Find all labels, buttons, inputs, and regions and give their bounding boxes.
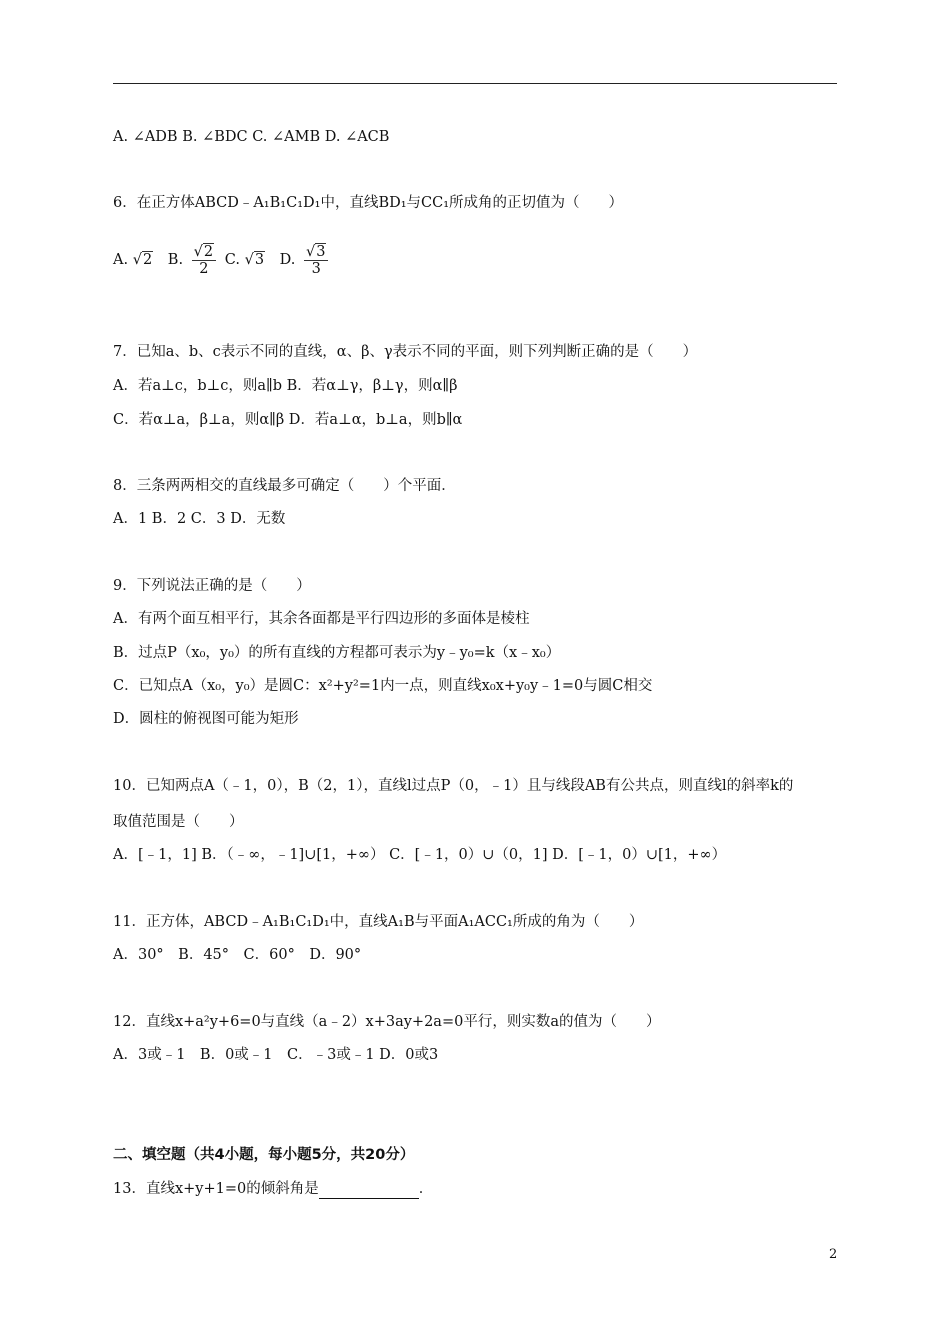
q6-option-d-label: D. [279,252,296,268]
header-rule [113,83,837,84]
q10-stem-line2: 取值范围是（ ） [113,814,244,830]
q6-option-c-label: C. [224,252,240,268]
q9-option-c: C．已知点A（x₀，y₀）是圆C：x²+y²=1内一点，则直线x₀x+y₀y﹣1=0与圆C相交 [113,678,653,694]
q6-option-c-value: √3 [244,252,265,268]
q7-options-line1: A．若a⊥c，b⊥c，则a∥b B．若α⊥γ，β⊥γ，则α∥β [113,378,458,394]
q6-option-b-label: B. [167,252,184,268]
q10-stem-line1: 10．已知两点A（﹣1，0），B（2，1），直线l过点P（0，﹣1）且与线段AB有公共点，则直线l的斜率k的 [113,778,794,794]
q13-end: ． [418,1181,434,1197]
q6-options [113,236,332,284]
q11-options: A．30° B．45° C．60° D．90° [113,947,362,963]
q12-stem: 12．直线x+a²y+6=0与直线（a﹣2）x+3ay+2a=0平行，则实数a的值为（ ） [113,1014,661,1030]
q11-stem: 11．正方体，ABCD﹣A₁B₁C₁D₁中，直线A₁B与平面A₁ACC₁所成的角为（ ） [113,914,644,930]
q6-option-a-value: √2 [132,252,153,268]
q7-stem: 7．已知a、b、c表示不同的直线，α、β、γ表示不同的平面，则下列判断正确的是（ ） [113,344,698,360]
page-number: 2 [829,1247,838,1262]
q6-option-a-label: A. [113,252,129,268]
q9-option-b: B．过点P（x₀，y₀）的所有直线的方程都可表示为y﹣y₀=k（x﹣x₀） [113,645,561,661]
q8-stem: 8．三条两两相交的直线最多可确定（ ）个平面． [113,478,456,494]
section-title: 二、填空题（共4小题，每小题5分，共20分） [113,1147,415,1163]
q9-stem: 9．下列说法正确的是（ ） [113,578,311,594]
q7-options-line2: C．若α⊥a，β⊥a，则α∥β D．若a⊥α，b⊥a，则b∥α [113,412,463,428]
q12-options: A．3或﹣1 B．0或﹣1 C．﹣3或﹣1 D．0或3 [113,1047,439,1063]
q9-option-d: D．圆柱的俯视图可能为矩形 [113,711,299,727]
q5-options: A. ∠ADB B. ∠BDC C. ∠AMB D. ∠ACB [113,129,390,145]
q10-options: A．[﹣1，1] B．（﹣∞，﹣1]∪[1，+∞） C．[﹣1，0）∪（0，1] D．[﹣1，0）∪[1，+∞） [113,847,727,863]
q13-stem: 13．直线x+y+1=0的倾斜角是 [113,1181,319,1197]
answer-blank[interactable] [319,1184,419,1199]
q9-option-a: A．有两个面互相平行，其余各面都是平行四边形的多面体是棱柱 [113,611,530,627]
q6-option-b-value: $\frac{√2}{2}$ [192,244,216,277]
q13 [113,1179,433,1199]
q6-stem: 6．在正方体ABCD﹣A₁B₁C₁D₁中，直线BD₁与CC₁所成角的正切值为（ ） [113,195,624,211]
q6-option-d-value: $\frac{√3}{3}$ [304,244,328,277]
q8-options: A．1 B．2 C．3 D．无数 [113,511,286,527]
